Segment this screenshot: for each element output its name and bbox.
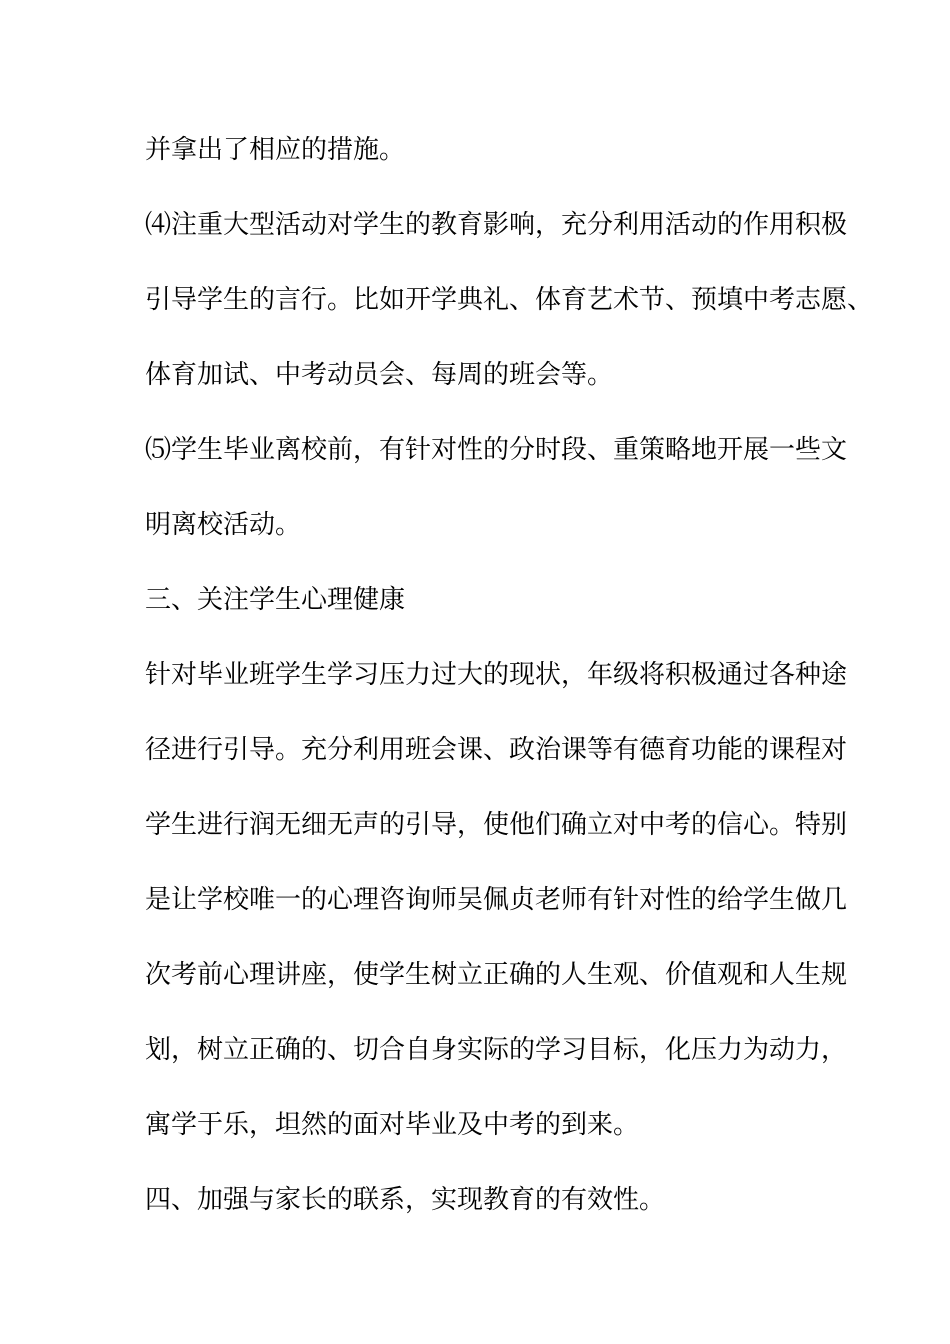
paragraph-line: 体育加试、中考动员会、每周的班会等。 <box>145 360 614 390</box>
paragraph-line: 次考前心理讲座，使学生树立正确的人生观、价值观和人生规 <box>145 960 848 990</box>
paragraph-line: 并拿出了相应的措施。 <box>145 135 406 165</box>
list-item-4-line: ⑷注重大型活动对学生的教育影响，充分利用活动的作用积极 <box>145 210 848 240</box>
paragraph-line: 划，树立正确的、切合自身实际的学习目标，化压力为动力， <box>145 1035 848 1065</box>
section-heading-3: 三、关注学生心理健康 <box>145 585 406 615</box>
paragraph-line: 针对毕业班学生学习压力过大的现状，年级将积极通过各种途 <box>145 660 848 690</box>
list-item-5-line: ⑸学生毕业离校前，有针对性的分时段、重策略地开展一些文 <box>145 435 848 465</box>
paragraph-line: 学生进行润无细无声的引导，使他们确立对中考的信心。特别 <box>145 810 848 840</box>
paragraph-line: 是让学校唯一的心理咨询师吴佩贞老师有针对性的给学生做几 <box>145 885 848 915</box>
paragraph-line: 寓学于乐，坦然的面对毕业及中考的到来。 <box>145 1110 640 1140</box>
paragraph-line: 引导学生的言行。比如开学典礼、体育艺术节、预填中考志愿、 <box>145 285 874 315</box>
paragraph-line: 径进行引导。充分利用班会课、政治课等有德育功能的课程对 <box>145 735 848 765</box>
section-heading-4: 四、加强与家长的联系，实现教育的有效性。 <box>145 1185 666 1215</box>
paragraph-line: 明离校活动。 <box>145 510 302 540</box>
